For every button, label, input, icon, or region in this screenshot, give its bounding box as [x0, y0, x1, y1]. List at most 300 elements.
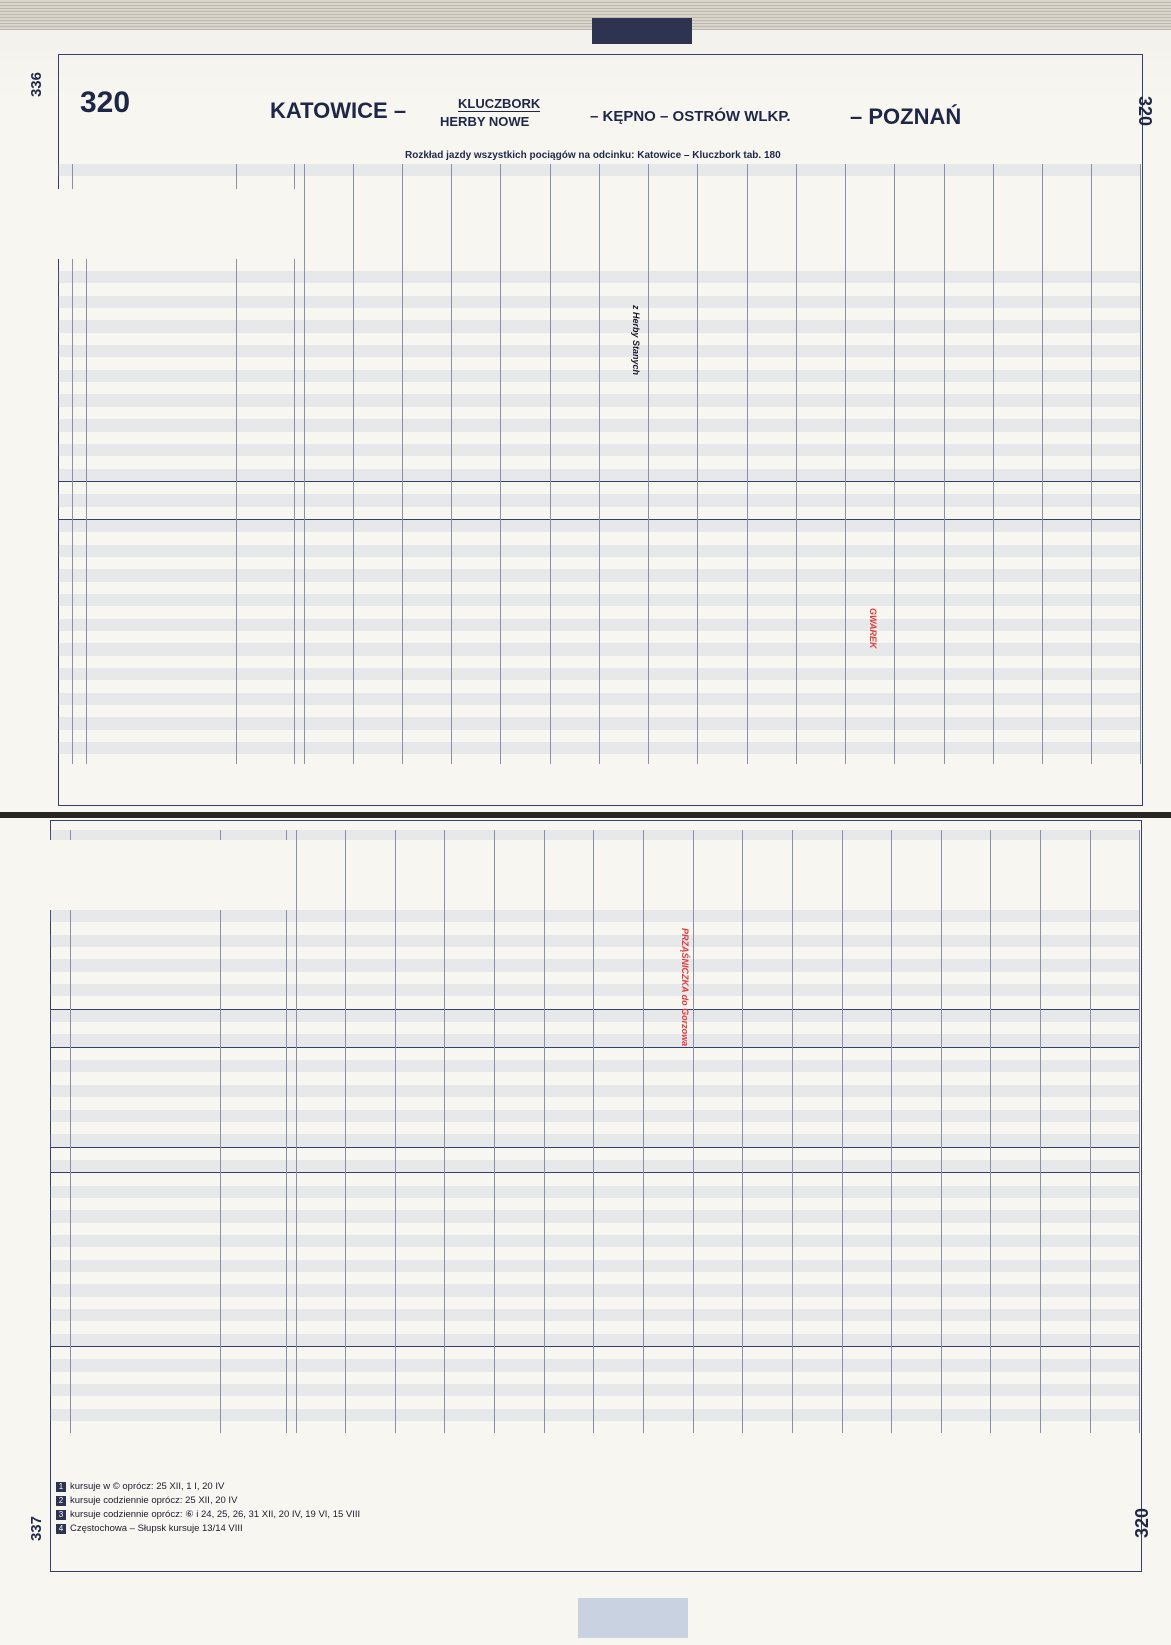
station-name — [72, 164, 236, 176]
km-b — [72, 680, 86, 692]
arr-dep — [294, 271, 304, 283]
page-337 — [0, 818, 1171, 1645]
train-info — [402, 189, 451, 259]
time-cell — [304, 582, 353, 594]
time-cell — [796, 494, 845, 506]
time-cell — [402, 308, 451, 320]
time-cell — [550, 631, 599, 643]
time-cell — [346, 1272, 396, 1284]
time-cell — [895, 308, 944, 320]
time-cell — [544, 1122, 594, 1134]
table-row — [58, 456, 1141, 468]
table-row — [50, 1334, 1140, 1347]
time-cell — [747, 742, 796, 754]
km-a — [58, 631, 72, 643]
time-cell — [495, 996, 545, 1009]
time-cell — [594, 1047, 644, 1060]
table-row — [50, 1396, 1140, 1408]
station-name — [70, 935, 220, 947]
table-ref — [220, 1085, 286, 1097]
time-cell — [550, 333, 599, 345]
time-cell — [743, 947, 793, 959]
time-cell — [993, 680, 1042, 692]
time-cell — [353, 444, 402, 456]
km — [50, 1235, 70, 1247]
time-cell — [445, 1060, 495, 1072]
time-cell — [395, 947, 445, 959]
time-cell — [445, 1173, 495, 1186]
time-cell — [649, 296, 698, 308]
time-cell — [495, 1009, 545, 1022]
time-cell — [395, 1060, 445, 1072]
time-cell — [1041, 959, 1091, 971]
station-name — [70, 1384, 220, 1396]
arr-dep — [294, 606, 304, 618]
time-cell — [304, 296, 353, 308]
arr-dep — [294, 469, 304, 482]
time-cell — [353, 742, 402, 754]
time-cell — [402, 333, 451, 345]
time-cell — [1092, 419, 1141, 431]
time-cell — [846, 494, 895, 506]
time-cell — [993, 582, 1042, 594]
time-cell — [1090, 910, 1140, 922]
table-row — [58, 730, 1141, 742]
time-cell — [296, 1396, 346, 1408]
time-cell — [944, 382, 993, 394]
arr-dep — [286, 1160, 296, 1173]
table-ref — [236, 333, 294, 345]
time-cell — [941, 959, 991, 971]
time-cell — [353, 507, 402, 520]
time-cell — [395, 1272, 445, 1284]
time-cell — [792, 1309, 842, 1321]
time-cell — [993, 631, 1042, 643]
time-cell — [895, 164, 944, 176]
time-cell — [402, 469, 451, 482]
km-a — [58, 507, 72, 520]
time-cell — [594, 1186, 644, 1198]
arr-dep — [286, 1396, 296, 1408]
time-cell — [445, 1134, 495, 1147]
time-cell — [649, 507, 698, 520]
time-cell — [452, 680, 501, 692]
time-cell — [296, 1347, 346, 1360]
train-info — [495, 840, 545, 910]
station-name — [70, 1334, 220, 1347]
time-cell — [1090, 984, 1140, 996]
time-cell — [395, 996, 445, 1009]
time-cell — [544, 1247, 594, 1259]
time-cell — [792, 1134, 842, 1147]
time-cell — [353, 456, 402, 468]
time-cell — [991, 1134, 1041, 1147]
time-cell — [452, 717, 501, 729]
time-cell — [792, 1247, 842, 1259]
time-cell — [698, 432, 747, 444]
time-cell — [693, 1122, 743, 1134]
time-cell — [693, 1097, 743, 1109]
time-cell — [346, 1085, 396, 1097]
table-ref — [220, 996, 286, 1009]
km — [50, 1334, 70, 1347]
time-cell — [1043, 693, 1092, 705]
time-cell — [747, 606, 796, 618]
time-cell — [895, 432, 944, 444]
km — [50, 1097, 70, 1109]
time-cell — [743, 1134, 793, 1147]
time-cell — [643, 1210, 693, 1222]
column-number — [846, 754, 895, 764]
time-cell — [846, 668, 895, 680]
time-cell — [842, 1147, 892, 1160]
table-row — [50, 1147, 1140, 1160]
time-cell — [445, 1321, 495, 1333]
arr-dep — [294, 569, 304, 581]
time-cell — [796, 569, 845, 581]
time-cell — [895, 357, 944, 369]
time-cell — [792, 1060, 842, 1072]
time-cell — [698, 519, 747, 532]
time-cell — [944, 333, 993, 345]
time-cell — [402, 357, 451, 369]
time-cell — [445, 1147, 495, 1160]
time-cell — [698, 668, 747, 680]
time-cell — [846, 432, 895, 444]
km-a — [58, 320, 72, 332]
time-cell — [743, 1347, 793, 1360]
time-cell — [796, 469, 845, 482]
time-cell — [649, 643, 698, 655]
time-cell — [993, 176, 1042, 188]
time-cell — [944, 742, 993, 754]
time-cell — [743, 1147, 793, 1160]
time-cell — [792, 1022, 842, 1034]
time-cell — [1092, 370, 1141, 382]
time-cell — [743, 1198, 793, 1210]
time-cell — [495, 1060, 545, 1072]
table-row — [50, 935, 1140, 947]
time-cell — [594, 935, 644, 947]
time-cell — [649, 456, 698, 468]
time-cell — [395, 1072, 445, 1084]
time-cell — [353, 631, 402, 643]
time-cell — [594, 1284, 644, 1296]
time-cell — [304, 519, 353, 532]
time-cell — [846, 507, 895, 520]
table-ref — [220, 1072, 286, 1084]
time-cell — [842, 1060, 892, 1072]
time-cell — [1092, 444, 1141, 456]
time-cell — [991, 1372, 1041, 1384]
time-cell — [395, 1147, 445, 1160]
time-cell — [895, 382, 944, 394]
time-cell — [1041, 996, 1091, 1009]
time-cell — [452, 532, 501, 544]
time-cell — [402, 631, 451, 643]
time-cell — [895, 333, 944, 345]
time-cell — [1041, 1409, 1091, 1421]
time-cell — [395, 1047, 445, 1060]
time-cell — [599, 469, 648, 482]
time-cell — [991, 1110, 1041, 1122]
arr-dep — [294, 419, 304, 431]
time-cell — [792, 984, 842, 996]
time-cell — [544, 1097, 594, 1109]
km — [50, 1009, 70, 1022]
arr-dep — [286, 1347, 296, 1360]
time-cell — [296, 935, 346, 947]
time-cell — [395, 1223, 445, 1235]
time-cell — [743, 1173, 793, 1186]
time-cell — [1092, 481, 1141, 494]
time-cell — [941, 1198, 991, 1210]
time-cell — [698, 532, 747, 544]
table-row — [50, 1235, 1140, 1247]
time-cell — [643, 1047, 693, 1060]
footnotes — [56, 1480, 360, 1536]
time-cell — [550, 742, 599, 754]
time-cell — [402, 345, 451, 357]
title-right-small: – KĘPNO – OSTRÓW WLKP. — [590, 108, 791, 125]
time-cell — [892, 996, 942, 1009]
time-cell — [544, 959, 594, 971]
arr-dep — [294, 283, 304, 295]
time-cell — [743, 1396, 793, 1408]
time-cell — [495, 1347, 545, 1360]
time-cell — [296, 1321, 346, 1333]
time-cell — [1041, 1186, 1091, 1198]
time-cell — [501, 164, 550, 176]
time-cell — [892, 1147, 942, 1160]
time-cell — [743, 1186, 793, 1198]
time-cell — [346, 1060, 396, 1072]
time-cell — [1090, 922, 1140, 934]
time-cell — [991, 1085, 1041, 1097]
time-cell — [1090, 1134, 1140, 1147]
time-cell — [346, 1334, 396, 1347]
time-cell — [941, 1260, 991, 1272]
time-cell — [944, 693, 993, 705]
station-name — [70, 1186, 220, 1198]
time-cell — [846, 680, 895, 692]
time-cell — [1041, 1147, 1091, 1160]
time-cell — [1043, 382, 1092, 394]
time-cell — [402, 643, 451, 655]
time-cell — [544, 1160, 594, 1173]
time-cell — [296, 1060, 346, 1072]
arr-dep — [286, 1047, 296, 1060]
time-cell — [892, 922, 942, 934]
time-cell — [649, 382, 698, 394]
time-cell — [501, 370, 550, 382]
time-cell — [991, 1122, 1041, 1134]
time-cell — [993, 643, 1042, 655]
table-row — [58, 545, 1141, 557]
arr-dep — [286, 1110, 296, 1122]
time-cell — [501, 432, 550, 444]
time-cell — [544, 1272, 594, 1284]
time-cell — [649, 619, 698, 631]
footnote-3: 3 kursuje codziennie oprócz: ⑥ i 24, 25, 26, 31 XII, 20 IV, 19 VI, 15 VIII — [56, 1508, 360, 1522]
table-row — [58, 308, 1141, 320]
km-b — [72, 619, 86, 631]
time-cell — [792, 1072, 842, 1084]
time-cell — [944, 594, 993, 606]
arr-dep — [286, 910, 296, 922]
time-cell — [944, 668, 993, 680]
time-cell — [796, 545, 845, 557]
time-cell — [594, 1223, 644, 1235]
time-cell — [599, 456, 648, 468]
time-cell — [353, 582, 402, 594]
time-cell — [1043, 444, 1092, 456]
table-row — [50, 922, 1140, 934]
table-ref — [220, 1173, 286, 1186]
time-cell — [993, 407, 1042, 419]
time-cell — [304, 394, 353, 406]
time-cell — [1043, 594, 1092, 606]
time-cell — [1092, 357, 1141, 369]
time-cell — [643, 1409, 693, 1421]
table-ref — [236, 382, 294, 394]
time-cell — [395, 972, 445, 984]
arr-dep — [286, 1034, 296, 1047]
table-ref — [220, 1247, 286, 1259]
time-cell — [993, 532, 1042, 544]
time-cell — [892, 972, 942, 984]
time-cell — [643, 1372, 693, 1384]
km-b — [72, 308, 86, 320]
time-cell — [353, 680, 402, 692]
time-cell — [346, 1009, 396, 1022]
time-cell — [698, 370, 747, 382]
time-cell — [1092, 308, 1141, 320]
time-cell — [649, 668, 698, 680]
time-cell — [698, 656, 747, 668]
time-cell — [304, 345, 353, 357]
station-name — [86, 407, 236, 419]
table-row — [58, 582, 1141, 594]
time-cell — [599, 419, 648, 431]
time-cell — [296, 910, 346, 922]
table-ref — [220, 1022, 286, 1034]
arr-dep — [286, 1134, 296, 1147]
time-cell — [698, 444, 747, 456]
time-cell — [698, 176, 747, 188]
time-cell — [599, 308, 648, 320]
time-cell — [649, 494, 698, 506]
table-row — [58, 557, 1141, 569]
time-cell — [395, 1284, 445, 1296]
time-cell — [452, 643, 501, 655]
time-cell — [395, 1334, 445, 1347]
table-ref — [236, 532, 294, 544]
table-row — [58, 164, 1141, 176]
time-cell — [991, 1072, 1041, 1084]
time-cell — [395, 1372, 445, 1384]
time-cell — [544, 984, 594, 996]
title-right-big: – POZNAŃ — [850, 104, 962, 129]
time-cell — [452, 594, 501, 606]
station-name — [70, 1297, 220, 1309]
time-cell — [991, 984, 1041, 996]
time-cell — [346, 1309, 396, 1321]
time-cell — [1090, 1334, 1140, 1347]
time-cell — [296, 1421, 346, 1433]
time-cell — [846, 469, 895, 482]
km-a — [58, 730, 72, 742]
time-cell — [594, 1034, 644, 1047]
time-cell — [747, 259, 796, 271]
time-cell — [649, 394, 698, 406]
column-number — [792, 830, 842, 840]
time-cell — [1043, 259, 1092, 271]
time-cell — [991, 1235, 1041, 1247]
time-cell — [1041, 910, 1091, 922]
km-b — [72, 643, 86, 655]
time-cell — [594, 1235, 644, 1247]
table-row — [58, 532, 1141, 544]
time-cell — [944, 631, 993, 643]
time-cell — [944, 569, 993, 581]
time-cell — [304, 619, 353, 631]
time-cell — [1092, 557, 1141, 569]
time-cell — [1092, 432, 1141, 444]
table-ref — [236, 507, 294, 520]
time-cell — [346, 1396, 396, 1408]
time-cell — [991, 1421, 1041, 1433]
time-cell — [944, 419, 993, 431]
time-cell — [1041, 1372, 1091, 1384]
time-cell — [792, 1147, 842, 1160]
time-cell — [693, 1198, 743, 1210]
time-cell — [304, 469, 353, 482]
time-cell — [747, 507, 796, 520]
time-cell — [842, 1409, 892, 1421]
time-cell — [304, 557, 353, 569]
time-cell — [594, 1247, 644, 1259]
time-cell — [991, 1409, 1041, 1421]
side-table-number: 320 — [1132, 1508, 1152, 1539]
table-ref — [236, 705, 294, 717]
time-cell — [1041, 1134, 1091, 1147]
time-cell — [1090, 935, 1140, 947]
arr-dep — [286, 984, 296, 996]
time-cell — [693, 1085, 743, 1097]
time-cell — [991, 1022, 1041, 1034]
time-cell — [599, 481, 648, 494]
time-cell — [842, 1186, 892, 1198]
km-b — [72, 656, 86, 668]
time-cell — [495, 1409, 545, 1421]
time-cell — [993, 308, 1042, 320]
station-name — [86, 643, 236, 655]
time-cell — [550, 320, 599, 332]
time-cell — [550, 271, 599, 283]
time-cell — [693, 1247, 743, 1259]
time-cell — [1043, 333, 1092, 345]
time-cell — [649, 481, 698, 494]
time-cell — [550, 594, 599, 606]
time-cell — [501, 283, 550, 295]
time-cell — [304, 382, 353, 394]
time-cell — [594, 1359, 644, 1371]
time-cell — [594, 1060, 644, 1072]
time-cell — [649, 557, 698, 569]
time-cell — [395, 1122, 445, 1134]
arr-dep — [294, 259, 304, 271]
